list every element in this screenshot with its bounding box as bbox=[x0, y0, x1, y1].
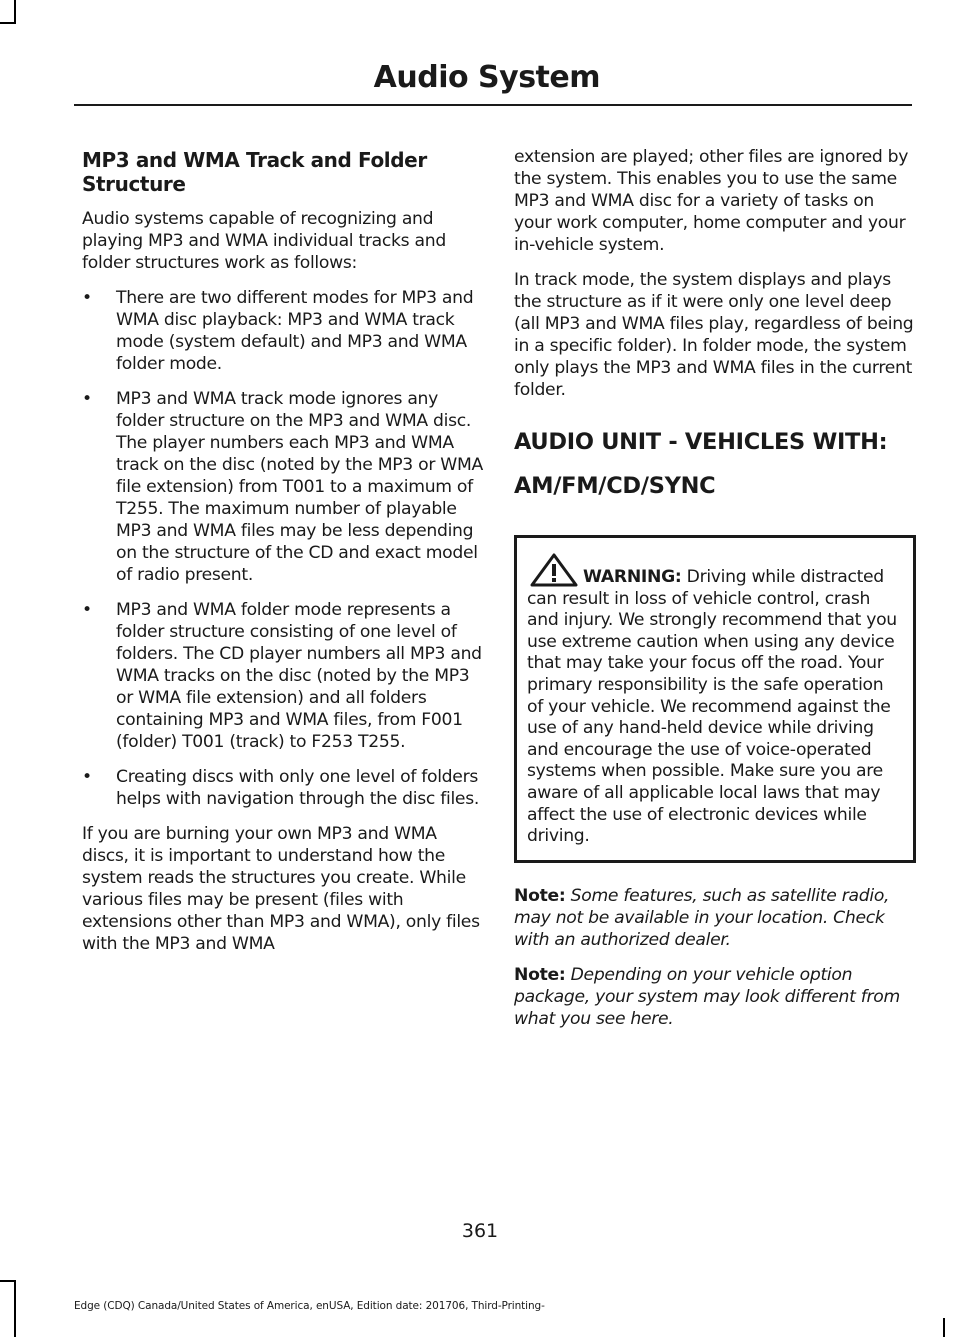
note-label: Note: bbox=[514, 964, 566, 985]
crop-mark bbox=[14, 0, 16, 22]
header-rule bbox=[74, 104, 912, 106]
bullet-marker: • bbox=[82, 288, 92, 308]
list-item-text: MP3 and WMA folder mode represents a folder structure consisting of one level of folders. The CD player numbers all MP3 and WMA tracks on the disc (noted by the MP3 or WMA file extension) and all folders containing MP3 and WMA files, from F001 (folder) T001 (track) to F253 T255. bbox=[116, 600, 482, 752]
right-column bbox=[514, 146, 916, 1043]
track-mode-paragraph: In track mode, the system displays and plays the structure as if it were only one level deep (all MP3 and WMA files play, regardless of being in a specific folder). In folder mode, the system only plays the MP3 and WMA files in the current folder. bbox=[514, 270, 914, 400]
list-item bbox=[82, 388, 484, 586]
warning-box bbox=[514, 535, 916, 863]
subsection-heading: MP3 and WMA Track and Folder Structure bbox=[82, 148, 427, 196]
note-text: Depending on your vehicle option package, your system may look different from what you see here. bbox=[514, 964, 900, 1029]
crop-mark bbox=[0, 1280, 16, 1282]
page-number: 361 bbox=[461, 1220, 499, 1242]
crop-mark bbox=[14, 1280, 16, 1337]
bullet-marker: • bbox=[82, 600, 92, 620]
list-item bbox=[82, 599, 484, 753]
note-paragraph bbox=[514, 885, 916, 951]
closing-paragraph: If you are burning your own MP3 and WMA discs, it is important to understand how the system reads the structures you create. While various files may be present (files with extensions other than MP3 and WMA), only files with the MP3 and WMA bbox=[82, 824, 480, 954]
list-item-text: MP3 and WMA track mode ignores any folder structure on the MP3 and WMA disc. The player numbers each MP3 and WMA track on the disc (noted by the MP3 or WMA file extension) from T001 to a maximum of T255. The maximum number of playable MP3 and WMA files may be less depending on the structure of the CD and exact model of radio present. bbox=[116, 389, 483, 585]
crop-mark bbox=[943, 1318, 945, 1337]
intro-paragraph: Audio systems capable of recognizing and playing MP3 and WMA individual tracks and folder structures work as follows: bbox=[82, 209, 446, 273]
warning-triangle-icon bbox=[529, 552, 579, 588]
footer-edition-text: Edge (CDQ) Canada/United States of America, enUSA, Edition date: 201706, Third-Printing- bbox=[74, 1300, 545, 1312]
page-header-title: Audio System bbox=[373, 60, 600, 95]
section-heading: AUDIO UNIT - VEHICLES WITH: bbox=[514, 429, 888, 455]
list-item-text: Creating discs with only one level of folders helps with navigation through the disc files. bbox=[116, 767, 480, 809]
warning-text: Driving while distracted can result in loss of vehicle control, crash and injury. We strongly recommend that you use extreme caution when using any device that may take your focus off the road. Your primary responsibility is the safe operation of your vehicle. We recommend against the use of any hand-held device while driving and encourage the use of voice-operated systems when possible. Make sure you are aware of all applicable local laws that may affect the use of electronic devices while driving. bbox=[527, 567, 897, 847]
crop-mark bbox=[0, 22, 16, 24]
section-heading-sub: AM/FM/CD/SYNC bbox=[514, 473, 716, 499]
list-item bbox=[82, 287, 484, 375]
bullet-marker: • bbox=[82, 767, 92, 787]
left-column bbox=[82, 144, 484, 968]
list-item-text: There are two different modes for MP3 and WMA disc playback: MP3 and WMA track mode (system default) and MP3 and WMA folder mode. bbox=[116, 288, 474, 374]
continuation-paragraph: extension are played; other files are ignored by the system. This enables you to use the same MP3 and WMA disc for a variety of tasks on your work computer, home computer and your in-vehicle system. bbox=[514, 147, 909, 255]
warning-label: WARNING: bbox=[583, 567, 682, 587]
list-item bbox=[82, 766, 484, 810]
bullet-marker: • bbox=[82, 389, 92, 409]
note-label: Note: bbox=[514, 885, 566, 906]
note-paragraph bbox=[514, 964, 916, 1030]
note-text: Some features, such as satellite radio, may not be available in your location. Check with an authorized dealer. bbox=[514, 885, 890, 950]
bullet-list bbox=[82, 287, 484, 810]
